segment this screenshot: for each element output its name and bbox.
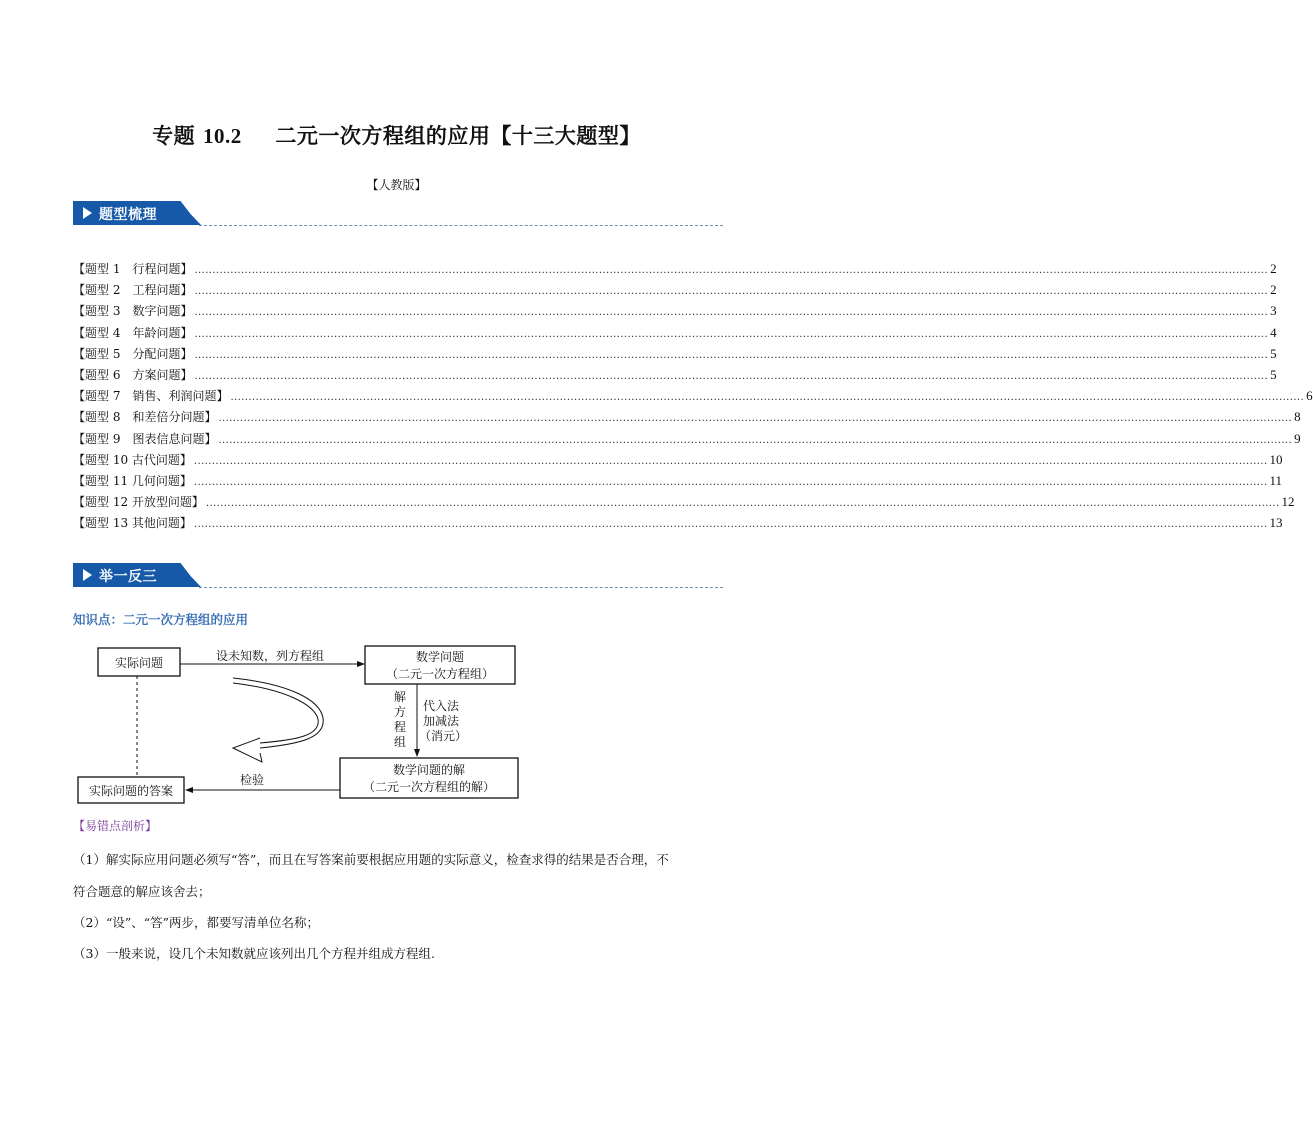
toc-leader-dots: ............................................................................................................................................................................................................................................................................................................ bbox=[218, 413, 1293, 425]
box-math-solution-line2: （二元一次方程组的解） bbox=[362, 780, 496, 794]
solve-char: 组 bbox=[393, 735, 407, 749]
toc-leader-dots: ............................................................................................................................................................................................................................................................................................................ bbox=[205, 498, 1280, 510]
toc-entry[interactable] bbox=[73, 324, 1277, 345]
toc-entry[interactable] bbox=[73, 472, 1283, 493]
toc-entry-label: 【题型 13 其他问题】 bbox=[73, 516, 192, 531]
mistake-item-3: （3）一般来说，设几个未知数就应该列出几个方程并组成方程组. bbox=[73, 946, 435, 961]
toc-entry-page: 8 bbox=[1294, 409, 1301, 425]
toc-leader-dots: ............................................................................................................................................................................................................................................................................................................ bbox=[194, 265, 1269, 276]
method-elimination: 加减法 bbox=[423, 714, 460, 728]
box-math-solution-line1: 数学问题的解 bbox=[392, 763, 466, 777]
toc-entry-page: 4 bbox=[1270, 324, 1277, 340]
check-label: 检验 bbox=[239, 773, 265, 787]
toc-leader-dots: ............................................................................................................................................................................................................................................................................................................ bbox=[194, 328, 1269, 340]
arrow-top-label: 设未知数，列方程组 bbox=[215, 649, 325, 663]
toc-entry-label: 【题型 10 古代问题】 bbox=[73, 452, 192, 467]
method-note: （消元） bbox=[419, 729, 468, 743]
toc-entry-label: 【题型 12 开放型问题】 bbox=[73, 495, 204, 510]
toc-entry-page: 5 bbox=[1270, 366, 1277, 382]
title-prefix: 专题 bbox=[152, 124, 196, 148]
solve-char: 方 bbox=[393, 705, 407, 719]
toc-entry[interactable] bbox=[73, 281, 1277, 302]
toc-entry-page: 12 bbox=[1281, 494, 1295, 510]
table-of-contents bbox=[73, 260, 1313, 535]
solve-char: 解 bbox=[393, 690, 407, 704]
toc-entry[interactable] bbox=[73, 387, 1313, 408]
box-math-problem-line2: （二元一次方程组） bbox=[385, 667, 495, 681]
toc-entry-page: 11 bbox=[1269, 472, 1283, 488]
solve-char: 程 bbox=[393, 720, 407, 734]
knowledge-point-heading: 知识点：二元一次方程组的应用 bbox=[73, 612, 249, 627]
toc-leader-dots: ............................................................................................................................................................................................................................................................................................................ bbox=[194, 286, 1269, 298]
toc-leader-dots: ............................................................................................................................................................................................................................................................................................................ bbox=[193, 455, 1268, 467]
toc-entry-label: 【题型 3 数字问题】 bbox=[73, 304, 193, 319]
banner-label: 题型梳理 bbox=[99, 207, 157, 223]
toc-entry[interactable] bbox=[73, 260, 1277, 281]
toc-entry-label: 【题型 6 方案问题】 bbox=[73, 367, 193, 382]
toc-entry[interactable] bbox=[73, 302, 1277, 323]
play-arrow-icon bbox=[83, 569, 92, 581]
toc-entry-page: 3 bbox=[1270, 303, 1277, 319]
mistake-item-1-cont: 符合题意的解应该舍去； bbox=[73, 884, 211, 899]
method-substitution: 代入法 bbox=[423, 699, 460, 713]
title-number: 10.2 bbox=[202, 124, 242, 148]
toc-leader-dots: ............................................................................................................................................................................................................................................................................................................ bbox=[218, 434, 1293, 446]
toc-entry-page: 9 bbox=[1294, 430, 1301, 446]
curved-check-arrow-icon bbox=[233, 678, 323, 762]
box-math-problem-line1: 数学问题 bbox=[415, 650, 465, 664]
toc-leader-dots: ............................................................................................................................................................................................................................................................................................................ bbox=[194, 307, 1269, 319]
toc-leader-dots: ............................................................................................................................................................................................................................................................................................................ bbox=[194, 370, 1269, 382]
toc-entry-label: 【题型 9 图表信息问题】 bbox=[73, 431, 217, 446]
mistakes-heading: 【易错点剖析】 bbox=[73, 819, 158, 833]
toc-entry[interactable] bbox=[73, 451, 1283, 472]
toc-entry[interactable] bbox=[73, 408, 1301, 429]
toc-entry-page: 10 bbox=[1269, 451, 1283, 467]
toc-entry[interactable] bbox=[73, 430, 1301, 451]
toc-entry-page: 2 bbox=[1270, 261, 1277, 276]
toc-entry-label: 【题型 11 几何问题】 bbox=[73, 473, 192, 488]
title-text: 二元一次方程组的应用【十三大题型】 bbox=[275, 124, 641, 148]
toc-entry[interactable] bbox=[73, 514, 1283, 535]
toc-entry-page: 2 bbox=[1270, 282, 1277, 298]
toc-leader-dots: ............................................................................................................................................................................................................................................................................................................ bbox=[194, 349, 1269, 361]
edition-subtitle: 【人教版】 bbox=[366, 178, 427, 192]
box-real-answer-label: 实际问题的答案 bbox=[88, 784, 174, 798]
toc-entry-label: 【题型 2 工程问题】 bbox=[73, 283, 193, 298]
toc-entry-label: 【题型 4 年龄问题】 bbox=[73, 325, 193, 340]
mistake-item-1: （1）解实际应用问题必须写“答”，而且在写答案前要根据应用题的实际意义，检查求得的结果是否合理，不 bbox=[73, 852, 669, 867]
toc-entry-label: 【题型 1 行程问题】 bbox=[73, 262, 193, 276]
toc-leader-dots: ............................................................................................................................................................................................................................................................................................................ bbox=[193, 519, 1268, 531]
toc-entry-label: 【题型 7 销售、利润问题】 bbox=[73, 389, 229, 404]
toc-entry-page: 6 bbox=[1306, 388, 1313, 404]
box-real-problem-label: 实际问题 bbox=[114, 656, 164, 670]
banner-divider bbox=[199, 587, 723, 588]
flow-diagram bbox=[70, 640, 530, 810]
page-title bbox=[0, 120, 793, 150]
toc-leader-dots: ............................................................................................................................................................................................................................................................................................................ bbox=[193, 476, 1268, 488]
banner-divider bbox=[199, 225, 723, 226]
banner-label: 举一反三 bbox=[99, 569, 157, 585]
toc-leader-dots: ............................................................................................................................................................................................................................................................................................................ bbox=[230, 392, 1305, 404]
mistake-item-2: （2）“设”、“答”两步，都要写清单位名称； bbox=[73, 915, 320, 930]
toc-entry[interactable] bbox=[73, 345, 1277, 366]
toc-entry-label: 【题型 8 和差倍分问题】 bbox=[73, 410, 217, 425]
toc-entry-page: 5 bbox=[1270, 345, 1277, 361]
section-banner-types bbox=[73, 201, 723, 227]
toc-entry-label: 【题型 5 分配问题】 bbox=[73, 346, 193, 361]
toc-entry[interactable] bbox=[73, 493, 1295, 514]
toc-entry-page: 13 bbox=[1269, 515, 1283, 531]
section-banner-examples bbox=[73, 563, 723, 589]
toc-entry[interactable] bbox=[73, 366, 1277, 387]
play-arrow-icon bbox=[83, 207, 92, 219]
